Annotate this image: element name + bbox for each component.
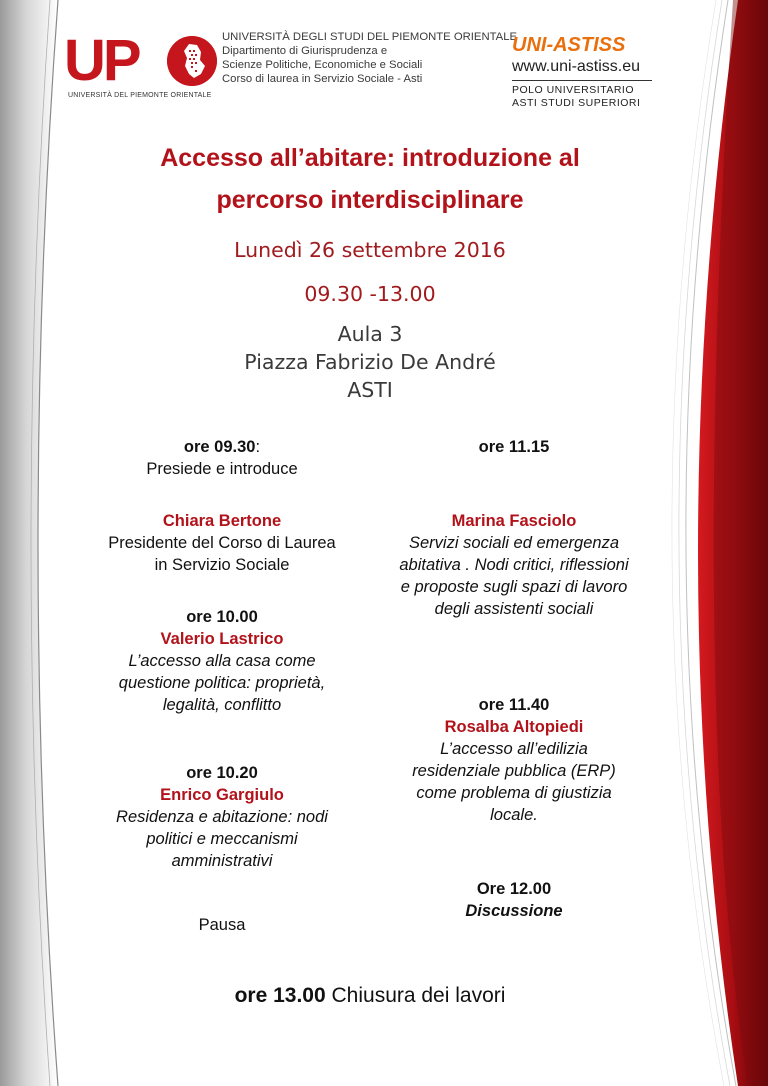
speaker-name: Enrico Gargiulo <box>160 786 284 804</box>
talk-title-line3: legalità, conflitto <box>162 696 282 714</box>
speaker-name: Rosalba Altopiedi <box>444 718 584 736</box>
talk-title-line4: locale. <box>490 806 538 824</box>
talk-title-line3: amministrativi <box>171 852 273 870</box>
closing-line <box>90 984 650 1008</box>
right-column <box>369 436 659 922</box>
degree-course: Corso di laurea in Servizio Sociale - Asti <box>222 73 423 85</box>
event-time: 09.30 -13.00 <box>304 282 436 306</box>
talk-title-line4: degli assistenti sociali <box>434 600 594 618</box>
session-time: Ore 12.00 <box>476 880 552 898</box>
left-decorative-band <box>0 0 70 1086</box>
closing-time: ore 13.00 <box>234 984 326 1007</box>
discussion-label: Discussione <box>465 902 563 920</box>
talk-title-line1: Servizi sociali ed emergenza <box>408 534 619 552</box>
event-date: Lunedì 26 settembre 2016 <box>234 238 506 262</box>
speaker-role-line1: Presidente del Corso di Laurea <box>108 534 336 552</box>
session-time: ore 10.00 <box>186 608 258 626</box>
session-time-colon: : <box>255 438 261 456</box>
session-time: ore 09.30 <box>183 438 256 456</box>
talk-title-line1: Residenza e abitazione: nodi <box>116 808 328 826</box>
upo-logo-map-icon <box>167 36 217 86</box>
talk-title-line2: residenziale pubblica (ERP) <box>412 762 616 780</box>
session-time: ore 11.15 <box>478 438 550 456</box>
upo-logo-caption: UNIVERSITÀ DEL PIEMONTE ORIENTALE <box>68 92 212 99</box>
university-name: UNIVERSITÀ DEGLI STUDI DEL PIEMONTE ORIENTALE <box>222 31 518 43</box>
left-column <box>77 436 367 936</box>
talk-title-line2: abitativa . Nodi critici, riflessioni <box>399 556 629 574</box>
uni-astiss-line1: POLO UNIVERSITARIO <box>512 84 634 96</box>
event-title-line1: Accesso all’abitare: introduzione al <box>160 144 580 172</box>
event-city: ASTI <box>347 378 393 402</box>
uni-astiss-logo <box>512 34 662 110</box>
talk-title-line3: come problema di giustizia <box>416 784 612 802</box>
department-info <box>222 30 518 86</box>
department-name-line1: Dipartimento di Giurisprudenza e <box>222 45 388 57</box>
department-name-line2: Scienze Politiche, Economiche e Sociali <box>222 59 423 71</box>
session-role: Presiede e introduce <box>146 460 298 478</box>
event-address: Piazza Fabrizio De André <box>244 350 496 374</box>
session-time: ore 11.40 <box>478 696 550 714</box>
talk-title-line2: questione politica: proprietà, <box>118 674 326 692</box>
uni-astiss-url: www.uni-astiss.eu <box>512 58 641 75</box>
closing-text: Chiusura dei lavori <box>331 984 506 1007</box>
break-label: Pausa <box>198 916 246 934</box>
speaker-name: Chiara Bertone <box>162 512 282 530</box>
speaker-name: Valerio Lastrico <box>160 630 284 648</box>
talk-title-line1: L’accesso all’edilizia <box>440 740 588 758</box>
upo-logo-letters: UP <box>64 28 139 93</box>
uni-astiss-line2: ASTI STUDI SUPERIORI <box>512 97 641 109</box>
talk-title-line2: politici e meccanismi <box>146 830 298 848</box>
talk-title-line1: L’accesso alla casa come <box>128 652 316 670</box>
speaker-name: Marina Fasciolo <box>451 512 577 530</box>
upo-logo <box>64 30 214 102</box>
uni-astiss-title: UNI-ASTISS <box>512 34 626 56</box>
event-title-line2: percorso interdisciplinare <box>216 186 524 214</box>
event-room: Aula 3 <box>337 322 403 346</box>
talk-title-line3: e proposte sugli spazi di lavoro <box>400 578 628 596</box>
speaker-role-line2: in Servizio Sociale <box>154 556 290 574</box>
session-time: ore 10.20 <box>186 764 258 782</box>
uni-astiss-divider <box>512 80 652 81</box>
